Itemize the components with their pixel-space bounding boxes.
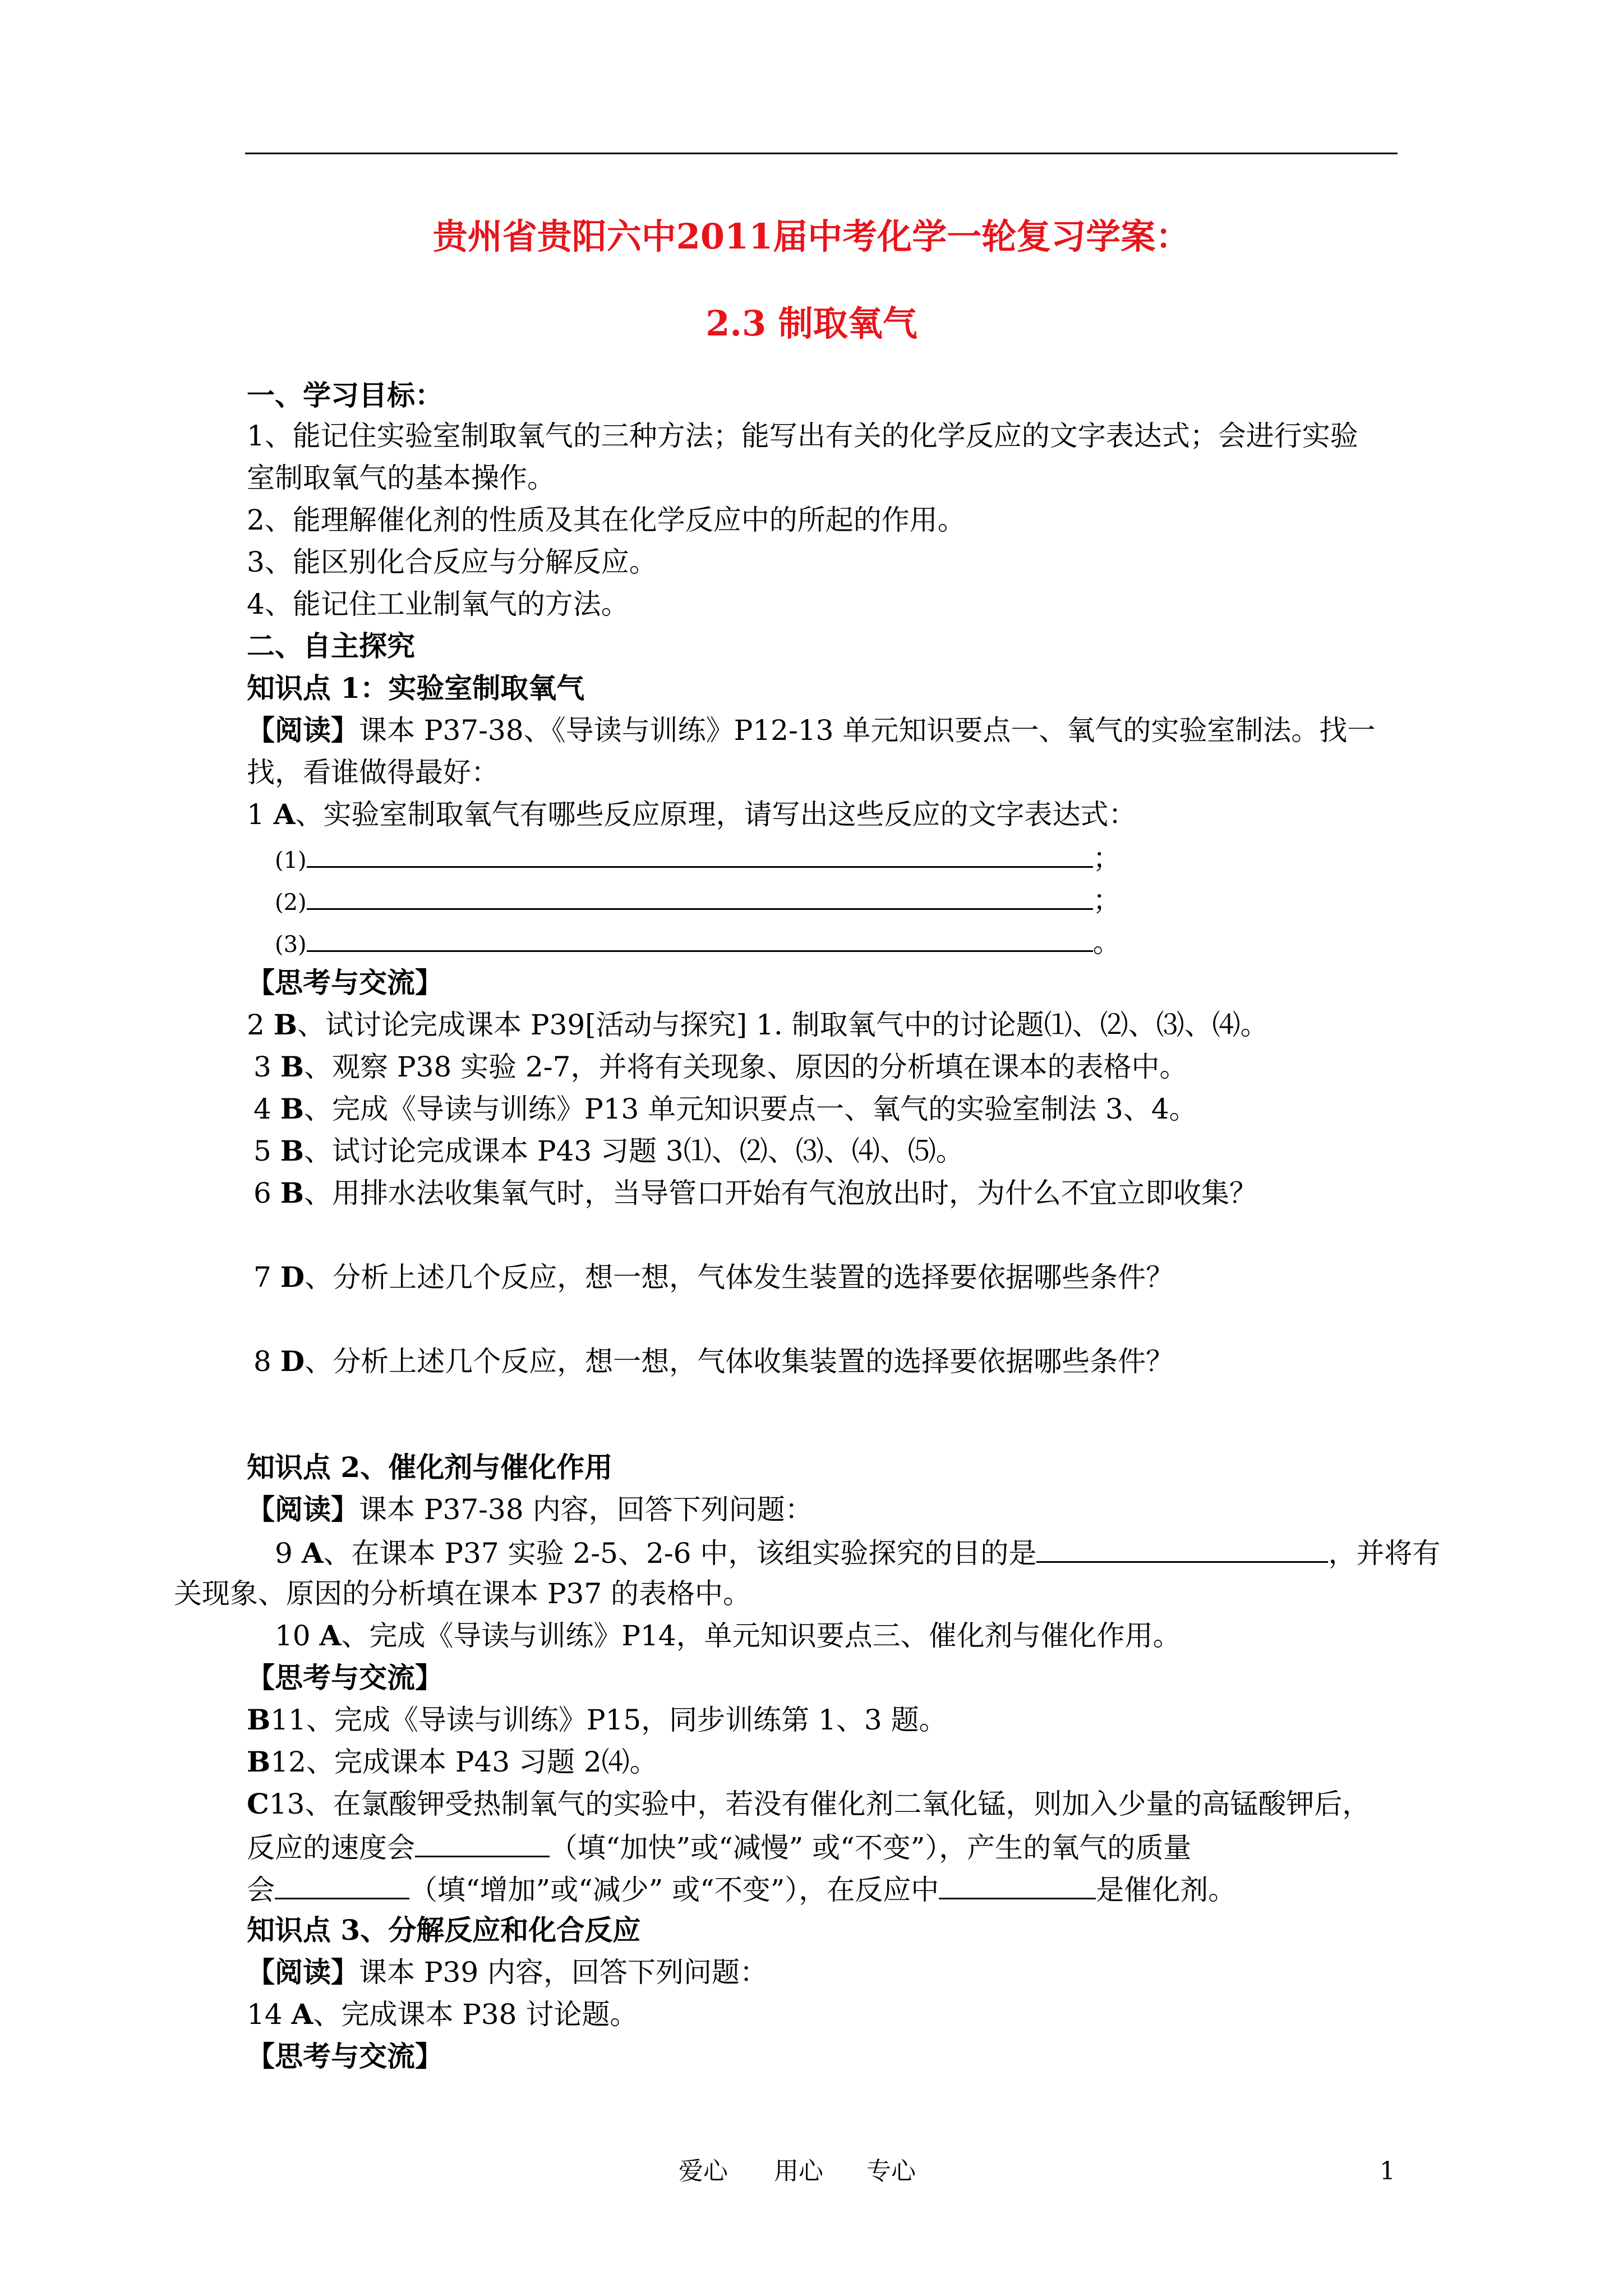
read-tag: 【阅读】 (247, 1493, 359, 1526)
question-number: 3 (253, 1051, 280, 1083)
goal-4: 4、能记住工业制氧气的方法。 (247, 588, 629, 620)
read-2 (247, 1491, 813, 1528)
read-text: 课本 P37-38 内容，回答下列问题： (359, 1493, 813, 1526)
page-number: 1 (1380, 2157, 1395, 2185)
question-text: 、试讨论完成课本 P43 习题 3⑴、⑵、⑶、⑷、⑸。 (303, 1135, 964, 1167)
question-text: 、实验室制取氧气有哪些反应原理，请写出这些反应的文字表达式： (295, 798, 1137, 831)
question-number: 6 (253, 1177, 280, 1209)
blank-end: ； (1092, 884, 1121, 917)
question-text: 反应的速度会 (247, 1832, 415, 1864)
question-level: A (319, 1619, 342, 1652)
blank-end: 。 (1092, 926, 1121, 959)
goal-1a: 1、能记住实验室制取氧气的三种方法；能写出有关的化学反应的文字表达式；会进行实验 (247, 420, 1358, 452)
question-level: B (273, 1008, 297, 1041)
question-text: 、完成《导读与训练》P13 单元知识要点一、氧气的实验室制法 3、4。 (303, 1093, 1197, 1125)
question-4 (253, 1091, 1197, 1128)
question-number: 7 (253, 1261, 280, 1294)
question-13-line-3 (247, 1870, 1236, 1908)
think-heading-3: 【思考与交流】 (247, 2040, 443, 2073)
question-text: 、用排水法收集氧气时，当导管口开始有气泡放出时，为什么不宜立即收集？ (303, 1177, 1257, 1209)
answer-blank[interactable] (275, 1870, 409, 1899)
question-text: 、在课本 P37 实验 2-5、2-6 中，该组实验探究的目的是 (323, 1537, 1037, 1570)
think-heading-2: 【思考与交流】 (247, 1661, 443, 1694)
question-level: D (280, 1345, 305, 1378)
question-text: 、分析上述几个反应，想一想，气体发生装置的选择要依据哪些条件？ (305, 1261, 1174, 1294)
question-6 (253, 1175, 1257, 1212)
read-text: 课本 P37-38、《导读与训练》P12-13 单元知识要点一、氧气的实验室制法。找一 (359, 714, 1376, 747)
question-level: A (291, 1998, 313, 2031)
question-text: 12、完成课本 P43 习题 2⑷。 (270, 1746, 658, 1778)
read-tag: 【阅读】 (247, 714, 359, 747)
question-level: B (280, 1050, 304, 1083)
blank-label: (3) (275, 932, 307, 958)
goal-3: 3、能区别化合反应与分解反应。 (247, 546, 657, 578)
question-number: 14 (247, 1998, 292, 2031)
footer-slogan-2: 用心 (774, 2157, 823, 2185)
question-text: （填“增加”或“减少” 或“不变”），在反应中 (409, 1874, 939, 1906)
read-text: 课本 P39 内容，回答下列问题： (359, 1956, 768, 1989)
question-level: B (280, 1176, 304, 1209)
question-number: 2 (247, 1009, 274, 1041)
knowledge-point-3: 知识点 3、分解反应和化合反应 (247, 1913, 641, 1947)
read-tag: 【阅读】 (247, 1955, 359, 1989)
question-text: 、试讨论完成课本 P39[活动与探究] 1. 制取氧气中的讨论题⑴、⑵、⑶、⑷。 (297, 1009, 1269, 1041)
question-text: 、完成《导读与训练》P14，单元知识要点三、催化剂与催化作用。 (341, 1619, 1181, 1652)
question-9-continued: 关现象、原因的分析填在课本 P37 的表格中。 (174, 1577, 751, 1610)
think-heading-1: 【思考与交流】 (247, 966, 443, 999)
goal-1b: 室制取氧气的基本操作。 (247, 462, 555, 494)
question-number: 9 (275, 1537, 302, 1570)
question-5 (253, 1133, 964, 1170)
blank-label: (2) (275, 890, 307, 915)
answer-line-2 (275, 880, 1121, 921)
question-text-end: ，并将有 (1328, 1537, 1441, 1570)
question-3 (253, 1048, 1187, 1085)
question-number: 8 (253, 1345, 280, 1378)
knowledge-point-1: 知识点 1：实验室制取氧气 (247, 671, 585, 705)
question-number: 4 (253, 1093, 280, 1125)
answer-blank[interactable] (939, 1870, 1096, 1899)
question-text: 、完成课本 P38 讨论题。 (313, 1998, 638, 2031)
question-number: 10 (275, 1619, 320, 1652)
question-text: 、分析上述几个反应，想一想，气体收集装置的选择要依据哪些条件？ (305, 1345, 1174, 1378)
knowledge-point-2: 知识点 2、催化剂与催化作用 (247, 1451, 613, 1484)
question-level: A (273, 798, 296, 831)
question-8 (253, 1343, 1174, 1380)
question-9 (247, 1533, 1440, 1572)
question-text: 11、完成《导读与训练》P15，同步训练第 1、3 题。 (270, 1704, 947, 1736)
footer-slogan-1: 爱心 (679, 2157, 728, 2185)
question-level: B (247, 1745, 271, 1778)
question-1 (247, 796, 1137, 833)
answer-blank[interactable] (1036, 1533, 1328, 1563)
answer-line-1 (275, 838, 1121, 879)
doc-subtitle: 2.3 制取氧气 (706, 303, 917, 344)
doc-title: 贵州省贵阳六中2011届中考化学一轮复习学案： (432, 216, 1191, 257)
question-text: 13、在氯酸钾受热制氧气的实验中，若没有催化剂二氧化锰，则加入少量的高锰酸钾后， (269, 1788, 1371, 1820)
answer-blank[interactable] (307, 922, 1093, 952)
question-12 (247, 1743, 658, 1780)
question-level: D (280, 1260, 305, 1294)
read-3 (247, 1954, 768, 1991)
question-13 (247, 1786, 1370, 1823)
question-number: 1 (247, 798, 274, 831)
header-rule (245, 153, 1398, 154)
blank-end: ； (1092, 842, 1121, 875)
question-2 (247, 1006, 1269, 1043)
blank-label: (1) (275, 848, 307, 873)
question-text: 会 (247, 1874, 275, 1906)
answer-blank[interactable] (307, 880, 1093, 910)
question-level: B (280, 1092, 304, 1125)
question-7 (253, 1259, 1174, 1296)
question-level: B (247, 1703, 271, 1736)
answer-blank[interactable] (307, 838, 1093, 868)
goal-2: 2、能理解催化剂的性质及其在化学反应中的所起的作用。 (247, 504, 966, 536)
question-level: C (247, 1787, 269, 1820)
question-text: 、观察 P38 实验 2-7，并将有关现象、原因的分析填在课本的表格中。 (303, 1051, 1188, 1083)
question-level: A (301, 1536, 324, 1570)
question-text: （填“加快”或“减慢” 或“不变”），产生的氧气的质量 (550, 1832, 1192, 1864)
section-heading-goals: 一、学习目标： (247, 379, 443, 412)
question-text: 是催化剂。 (1096, 1874, 1237, 1906)
answer-line-3 (275, 922, 1121, 963)
question-level: B (280, 1134, 304, 1167)
read-1b: 找，看谁做得最好： (247, 756, 499, 789)
question-11 (247, 1701, 947, 1738)
answer-blank[interactable] (415, 1828, 550, 1857)
question-10 (247, 1617, 1181, 1654)
read-1a (247, 712, 1375, 749)
question-number: 5 (253, 1135, 280, 1167)
question-14 (247, 1996, 638, 2033)
question-13-line-2 (247, 1828, 1191, 1866)
footer-slogan-3: 专心 (866, 2157, 916, 2185)
section-heading-explore: 二、自主探究 (247, 629, 415, 662)
